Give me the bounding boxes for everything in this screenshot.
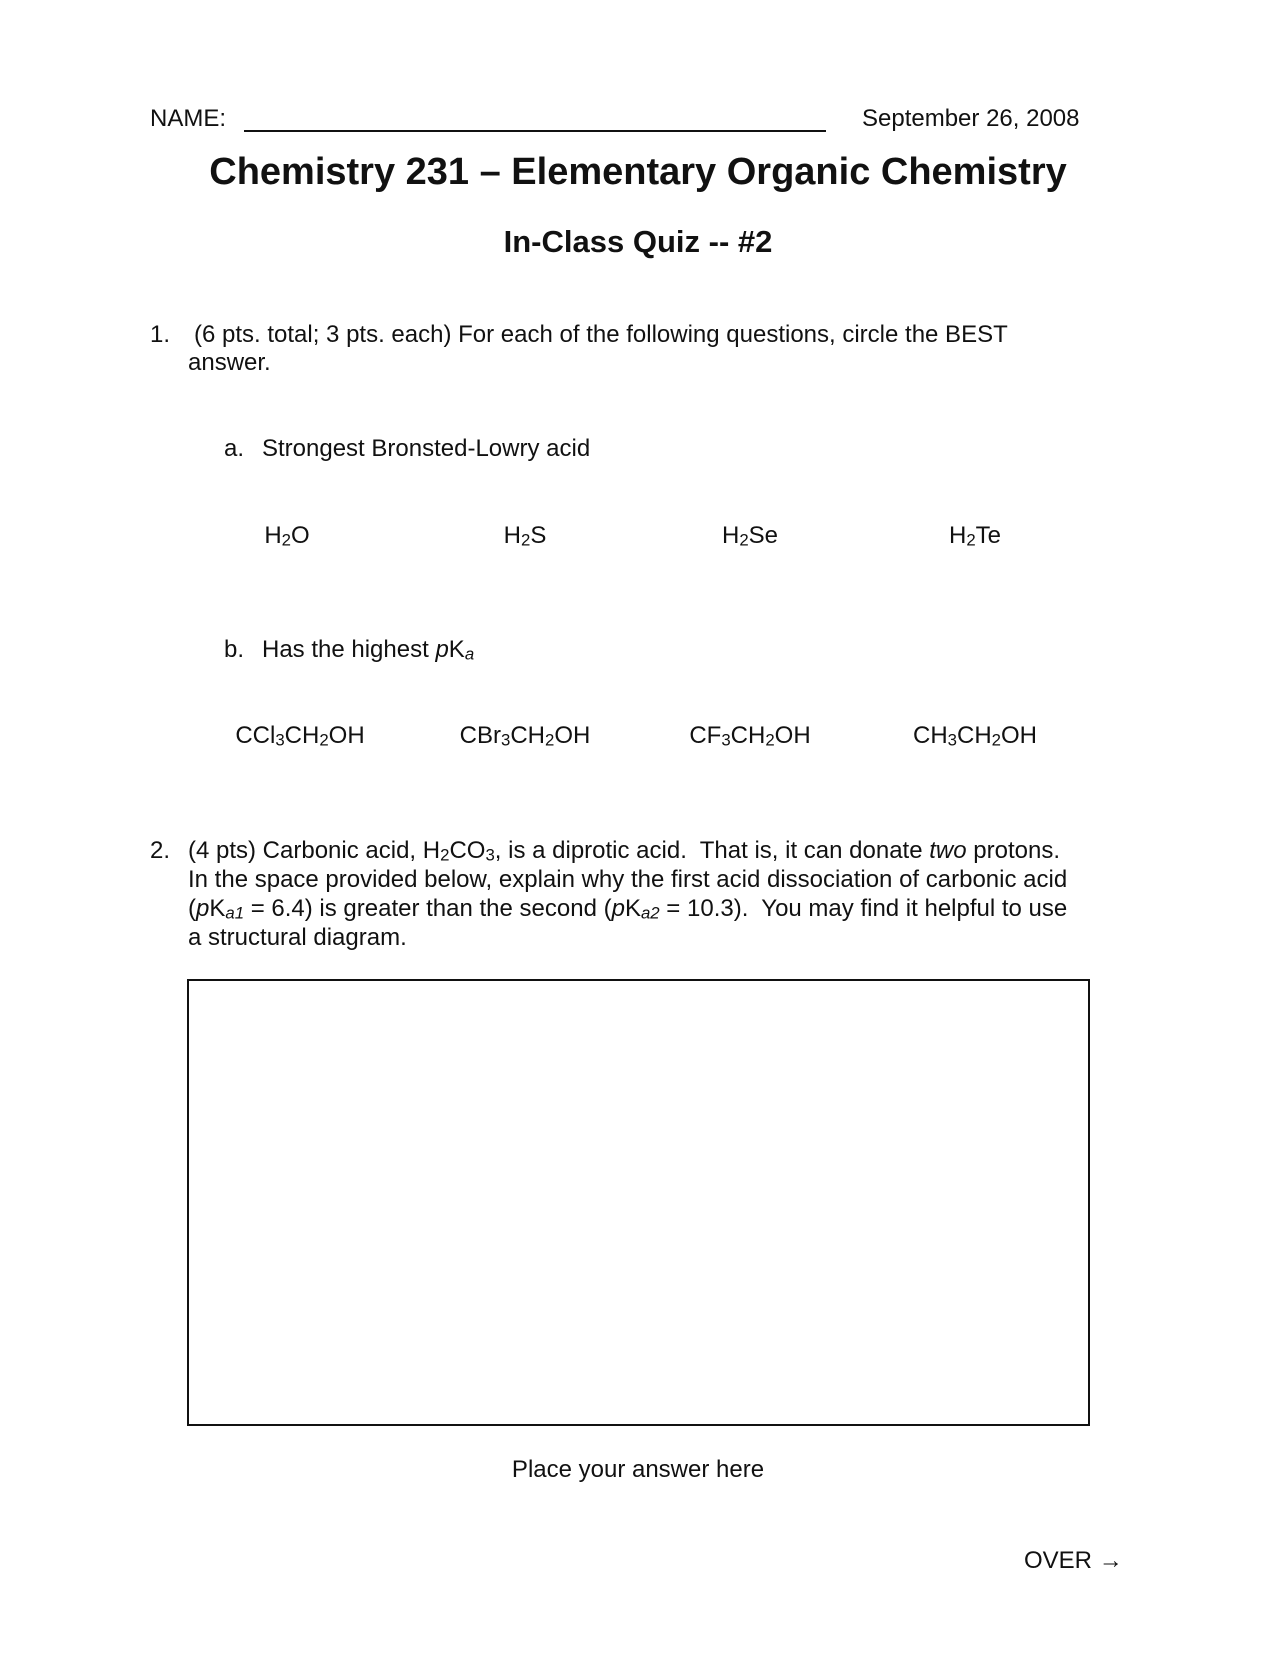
text-part: K	[624, 895, 641, 922]
q2-text-line4: a structural diagram.	[188, 924, 407, 951]
formula-subscript: 3	[721, 730, 731, 750]
q1a-label: a.	[224, 435, 245, 462]
formula-part: CH	[730, 722, 766, 749]
formula-part: Se	[748, 522, 779, 549]
formula-subscript: 3	[500, 730, 511, 750]
q1a-prompt: Strongest Bronsted-Lowry acid	[262, 435, 591, 462]
q1b-choice-ccl3ch2oh[interactable]	[235, 721, 364, 750]
text-part: = 6.4) is greater than the second (	[244, 895, 612, 922]
formula-subscript: 2	[281, 530, 292, 550]
formula-subscript: 2	[319, 730, 329, 750]
formula-subscript: 2	[765, 730, 775, 750]
text-part: = 10.3). You may find it helpful to use	[659, 895, 1068, 922]
formula-part: O	[291, 522, 310, 549]
q1a-choice-h2te[interactable]	[949, 521, 1001, 550]
prompt-text: Has the highest	[262, 636, 436, 663]
formula-part: Te	[975, 522, 1002, 549]
formula-part: H	[721, 522, 740, 549]
q1-number: 1.	[150, 321, 171, 348]
prompt-subscript: a	[464, 644, 475, 664]
q1a-choice-h2se[interactable]	[722, 521, 778, 550]
over-indicator	[1024, 1546, 1123, 1575]
q1b-choice-cf3ch2oh[interactable]	[689, 721, 810, 750]
text-part: (4 pts) Carbonic acid, H	[188, 837, 441, 864]
quiz-subtitle: In-Class Quiz -- #2	[503, 224, 773, 259]
formula-part: OH	[554, 722, 591, 749]
formula-part: OH	[328, 722, 365, 749]
formula-part: CH	[957, 722, 992, 749]
quiz-date: September 26, 2008	[862, 105, 1080, 132]
answer-box[interactable]	[187, 979, 1090, 1426]
formula-subscript: 2	[991, 730, 1002, 750]
page-title: Chemistry 231 – Elementary Organic Chemistry	[209, 151, 1067, 193]
q1-text-line2: answer.	[188, 349, 271, 376]
answer-box-caption: Place your answer here	[511, 1456, 765, 1483]
text-part: K	[209, 895, 226, 922]
formula-part: H	[503, 522, 521, 549]
q1b-prompt	[262, 635, 474, 664]
formula-part: CH	[912, 722, 948, 749]
formula-subscript: a2	[640, 903, 660, 923]
q1b-choice-cbr3ch2oh[interactable]	[460, 721, 591, 750]
formula-part: CF	[689, 722, 722, 749]
formula-part: CBr	[459, 722, 501, 749]
name-label: NAME:	[150, 105, 227, 132]
formula-subscript: 3	[485, 845, 495, 865]
formula-part: OH	[774, 722, 811, 749]
text-part: , is a diprotic acid. That is, it can donate	[494, 837, 930, 864]
formula-subscript: 2	[966, 530, 976, 550]
formula-subscript: a1	[225, 903, 245, 923]
prompt-k: K	[448, 636, 465, 663]
q1-text-line1: (6 pts. total; 3 pts. each) For each of the following questions, circle the BEST	[194, 321, 1008, 348]
formula-subscript: 2	[739, 530, 749, 550]
text-part: protons.	[966, 837, 1060, 864]
text-part: CO	[449, 837, 486, 864]
formula-subscript: 3	[947, 730, 957, 750]
formula-part: CCl	[235, 722, 276, 749]
q1a-choice-h2s[interactable]	[504, 521, 547, 550]
italic-p: p	[196, 895, 210, 922]
q2-text-line3	[188, 894, 1067, 923]
italic-p: p	[611, 895, 625, 922]
q1a-choice-h2o[interactable]	[264, 521, 309, 550]
formula-subscript: 3	[275, 730, 285, 750]
prompt-italic-p: p	[435, 636, 449, 663]
q2-number: 2.	[150, 837, 171, 864]
formula-subscript: 2	[545, 730, 555, 750]
formula-part: S	[530, 522, 547, 549]
formula-subscript: 2	[520, 530, 531, 550]
formula-part: CH	[510, 722, 546, 749]
text-part: (	[188, 895, 196, 922]
arrow-right-icon: →	[1098, 1547, 1123, 1574]
q2-text-line2: In the space provided below, explain why the first acid dissociation of carbonic acid	[188, 866, 1068, 893]
formula-part: H	[264, 522, 282, 549]
formula-part: H	[948, 522, 967, 549]
name-field[interactable]	[244, 102, 826, 132]
formula-part: CH	[284, 722, 320, 749]
q1b-label: b.	[224, 636, 245, 663]
over-label: OVER	[1024, 1547, 1093, 1574]
formula-part: OH	[1001, 722, 1038, 749]
emphasis-text: two	[929, 837, 967, 864]
q2-text-line1	[188, 836, 1060, 865]
q1b-choice-ch3ch2oh[interactable]	[913, 721, 1037, 750]
formula-subscript: 2	[440, 845, 450, 865]
